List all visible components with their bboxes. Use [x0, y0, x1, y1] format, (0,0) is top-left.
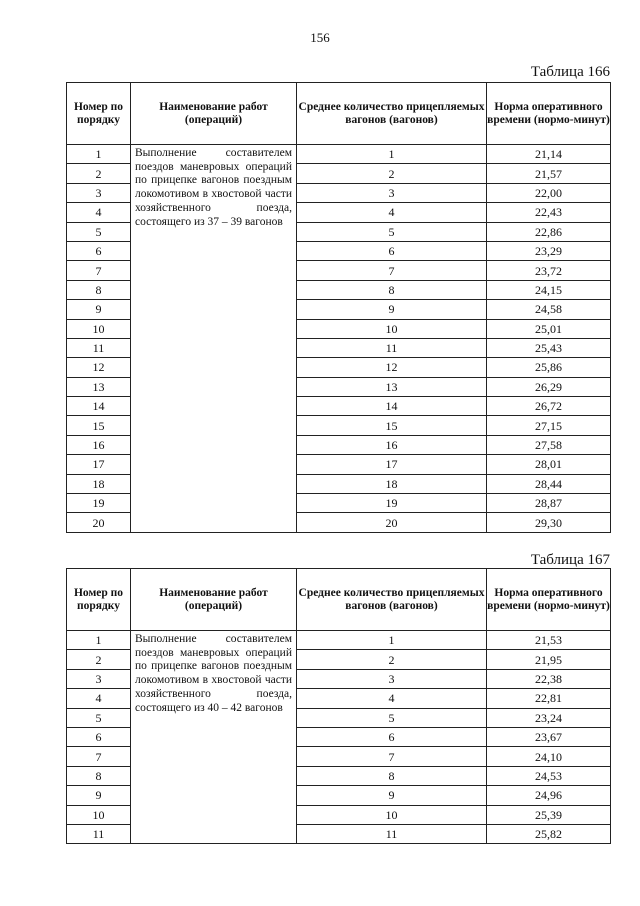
wagon-count: 18 — [297, 474, 487, 493]
wagon-count: 11 — [297, 824, 487, 843]
wagon-count: 4 — [297, 203, 487, 222]
time-norm: 24,10 — [487, 747, 611, 766]
time-norm: 28,01 — [487, 455, 611, 474]
time-norm: 25,01 — [487, 319, 611, 338]
operation-description: Выполнение составителем поездов маневровых операций по прицепке вагонов поездным локомотивом в хвостовой части хозяйственного поезда, состоящего из 37 – 39 вагонов — [131, 145, 297, 533]
wagon-count: 1 — [297, 145, 487, 164]
row-number: 10 — [67, 805, 131, 824]
header-count: Среднее количество прицепляемых вагонов (вагонов) — [297, 83, 487, 145]
header-num: Номер по порядку — [67, 83, 131, 145]
row-number: 13 — [67, 377, 131, 396]
time-norm: 25,86 — [487, 358, 611, 377]
row-number: 9 — [67, 786, 131, 805]
row-number: 9 — [67, 300, 131, 319]
wagon-count: 6 — [297, 241, 487, 260]
wagon-count: 11 — [297, 338, 487, 357]
wagon-count: 2 — [297, 164, 487, 183]
wagon-count: 10 — [297, 805, 487, 824]
row-number: 1 — [67, 631, 131, 650]
time-norm: 21,95 — [487, 650, 611, 669]
header-num: Номер по порядку — [67, 569, 131, 631]
wagon-count: 15 — [297, 416, 487, 435]
header-norm: Норма оперативного времени (нормо-минут) — [487, 83, 611, 145]
row-number: 4 — [67, 689, 131, 708]
wagon-count: 13 — [297, 377, 487, 396]
header-operation: Наименование работ (операций) — [131, 569, 297, 631]
wagon-count: 1 — [297, 631, 487, 650]
wagon-count: 7 — [297, 747, 487, 766]
time-norm: 23,67 — [487, 727, 611, 746]
row-number: 3 — [67, 183, 131, 202]
header-operation: Наименование работ (операций) — [131, 83, 297, 145]
row-number: 11 — [67, 824, 131, 843]
header-count: Среднее количество прицепляемых вагонов (вагонов) — [297, 569, 487, 631]
row-number: 2 — [67, 164, 131, 183]
table-row — [67, 145, 611, 164]
time-norm: 27,58 — [487, 435, 611, 454]
time-norm: 22,43 — [487, 203, 611, 222]
time-norm: 25,82 — [487, 824, 611, 843]
time-norm: 29,30 — [487, 513, 611, 532]
time-norm: 24,53 — [487, 766, 611, 785]
time-norm: 23,72 — [487, 261, 611, 280]
wagon-count: 3 — [297, 669, 487, 688]
table-body — [67, 631, 611, 844]
time-norm: 28,44 — [487, 474, 611, 493]
table-caption: Таблица 166 — [530, 64, 610, 80]
row-number: 10 — [67, 319, 131, 338]
wagon-count: 9 — [297, 786, 487, 805]
time-norm: 24,58 — [487, 300, 611, 319]
row-number: 8 — [67, 766, 131, 785]
row-number: 6 — [67, 241, 131, 260]
time-norm: 26,72 — [487, 397, 611, 416]
wagon-count: 16 — [297, 435, 487, 454]
wagon-count: 10 — [297, 319, 487, 338]
row-number: 6 — [67, 727, 131, 746]
time-norm: 22,38 — [487, 669, 611, 688]
row-number: 17 — [67, 455, 131, 474]
row-number: 8 — [67, 280, 131, 299]
time-norm: 23,24 — [487, 708, 611, 727]
table-row — [67, 631, 611, 650]
time-norm: 24,15 — [487, 280, 611, 299]
row-number: 7 — [67, 261, 131, 280]
row-number: 11 — [67, 338, 131, 357]
wagon-count: 2 — [297, 650, 487, 669]
wagon-count: 5 — [297, 708, 487, 727]
wagon-count: 3 — [297, 183, 487, 202]
row-number: 16 — [67, 435, 131, 454]
row-number: 5 — [67, 222, 131, 241]
time-norm: 21,14 — [487, 145, 611, 164]
time-norm: 23,29 — [487, 241, 611, 260]
row-number: 20 — [67, 513, 131, 532]
table-caption: Таблица 167 — [530, 552, 610, 568]
wagon-count: 20 — [297, 513, 487, 532]
row-number: 5 — [67, 708, 131, 727]
row-number: 3 — [67, 669, 131, 688]
wagon-count: 7 — [297, 261, 487, 280]
row-number: 1 — [67, 145, 131, 164]
time-norm: 22,00 — [487, 183, 611, 202]
wagon-count: 6 — [297, 727, 487, 746]
row-number: 19 — [67, 494, 131, 513]
time-norm: 25,39 — [487, 805, 611, 824]
wagon-count: 8 — [297, 280, 487, 299]
table-body — [67, 145, 611, 533]
row-number: 14 — [67, 397, 131, 416]
row-number: 7 — [67, 747, 131, 766]
time-norm: 26,29 — [487, 377, 611, 396]
wagon-count: 9 — [297, 300, 487, 319]
wagon-count: 5 — [297, 222, 487, 241]
wagon-count: 12 — [297, 358, 487, 377]
row-number: 18 — [67, 474, 131, 493]
wagon-count: 19 — [297, 494, 487, 513]
norm-table — [66, 82, 611, 533]
time-norm: 22,81 — [487, 689, 611, 708]
time-norm: 22,86 — [487, 222, 611, 241]
time-norm: 28,87 — [487, 494, 611, 513]
row-number: 12 — [67, 358, 131, 377]
time-norm: 21,53 — [487, 631, 611, 650]
row-number: 2 — [67, 650, 131, 669]
wagon-count: 4 — [297, 689, 487, 708]
wagon-count: 8 — [297, 766, 487, 785]
row-number: 4 — [67, 203, 131, 222]
time-norm: 24,96 — [487, 786, 611, 805]
page-number: 156 — [310, 30, 330, 45]
operation-description: Выполнение составителем поездов маневровых операций по прицепке вагонов поездным локомотивом в хвостовой части хозяйственного поезда, состоящего из 40 – 42 вагонов — [131, 631, 297, 844]
header-norm: Норма оперативного времени (нормо-минут) — [487, 569, 611, 631]
row-number: 15 — [67, 416, 131, 435]
time-norm: 21,57 — [487, 164, 611, 183]
wagon-count: 17 — [297, 455, 487, 474]
norm-table — [66, 568, 611, 844]
time-norm: 25,43 — [487, 338, 611, 357]
wagon-count: 14 — [297, 397, 487, 416]
time-norm: 27,15 — [487, 416, 611, 435]
